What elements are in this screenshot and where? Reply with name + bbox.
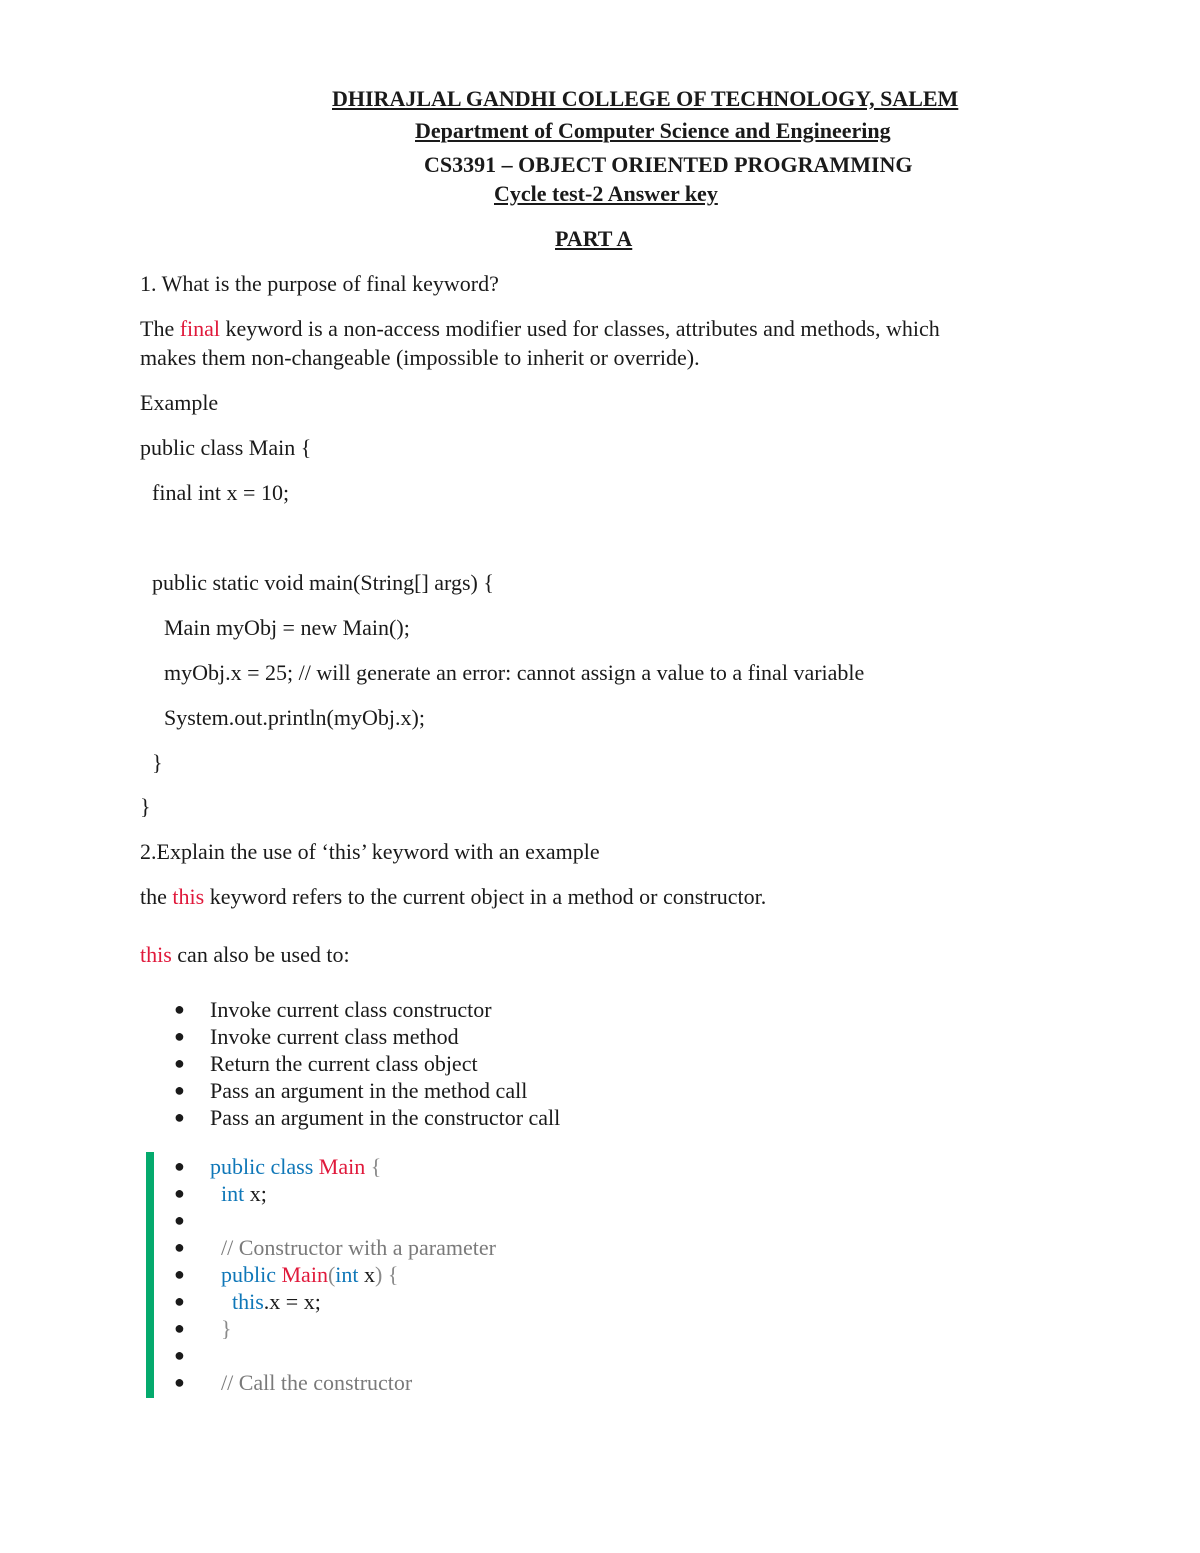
q2-answer-pre: the [140,884,173,909]
q2-uses-intro [140,942,350,968]
bullet-icon: ● [174,1053,185,1073]
q1-example-label: Example [140,390,219,415]
q1-answer-pre: The [140,316,180,341]
q2-question: 2.Explain the use of ‘this’ keyword with an example [140,839,600,864]
department-title: Department of Computer Science and Engineering [415,118,891,143]
bullet-icon: ● [174,999,185,1019]
q2-answer [140,884,766,910]
bullet-icon: ● [174,1291,185,1311]
code-line: ● int x; [174,1181,267,1206]
course-title: CS3391 – OBJECT ORIENTED PROGRAMMING [424,152,913,177]
bullet-icon: ● [174,1264,185,1284]
bullet-icon: ● [174,1237,185,1257]
bullet-icon: ● [174,1345,185,1365]
test-title: Cycle test-2 Answer key [494,181,718,206]
q2-keyword: this [172,884,205,909]
q1-code-line: } [140,794,151,819]
q1-code-line: } [152,750,163,775]
bullet-icon: ● [174,1080,185,1100]
code-line: ● this.x = x; [174,1289,321,1314]
this-uses-list [170,996,560,1131]
q1-code-line: public static void main(String[] args) { [152,570,494,595]
code-line: ● } [174,1316,232,1341]
code-line [170,1342,496,1369]
q1-answer-line2: makes them non-changeable (impossible to inherit or override). [140,345,700,370]
q1-code-line: final int x = 10; [152,480,290,505]
bullet-icon: ● [174,1210,185,1230]
bullet-icon: ● [174,1372,185,1392]
bullet-icon: ● [174,1026,185,1046]
list-item: ● Return the current class object [174,1051,478,1076]
q1-keyword: final [179,316,221,341]
q1-answer-line1 [140,316,940,342]
q1-code-line: myObj.x = 25; // will generate an error: cannot assign a value to a final variable [164,660,865,685]
q1-question: 1. What is the purpose of final keyword? [140,271,499,296]
bullet-icon: ● [174,1318,185,1338]
list-item: ● Pass an argument in the method call [174,1078,528,1103]
q1-code-line: public class Main { [140,435,312,460]
q1-code-line: System.out.println(myObj.x); [164,705,425,730]
list-item: ● Pass an argument in the constructor call [174,1105,561,1130]
code-line: ● public Main(int x) { [174,1262,399,1287]
q2-uses-post: can also be used to: [171,942,350,967]
code-block-bar [146,1152,154,1398]
q2-answer-post: keyword refers to the current object in a method or constructor. [204,884,767,909]
code-line [170,1207,496,1234]
code-line: ● public class Main { [174,1154,382,1179]
list-item: ● Invoke current class constructor [174,997,492,1022]
q1-code-line: Main myObj = new Main(); [164,615,410,640]
bullet-icon: ● [174,1156,185,1176]
code-line: ● // Call the constructor [174,1370,413,1395]
bullet-icon: ● [174,1107,185,1127]
code-line: ● // Constructor with a parameter [174,1235,496,1260]
part-heading: PART A [555,226,633,251]
list-item: ● Invoke current class method [174,1024,459,1049]
q1-answer-post: keyword is a non-access modifier used for classes, attributes and methods, which [220,316,940,341]
q2-uses-keyword: this [140,942,172,967]
q2-code-block [170,1153,496,1396]
college-title: DHIRAJLAL GANDHI COLLEGE OF TECHNOLOGY, SALEM [332,86,959,111]
bullet-icon: ● [174,1183,185,1203]
